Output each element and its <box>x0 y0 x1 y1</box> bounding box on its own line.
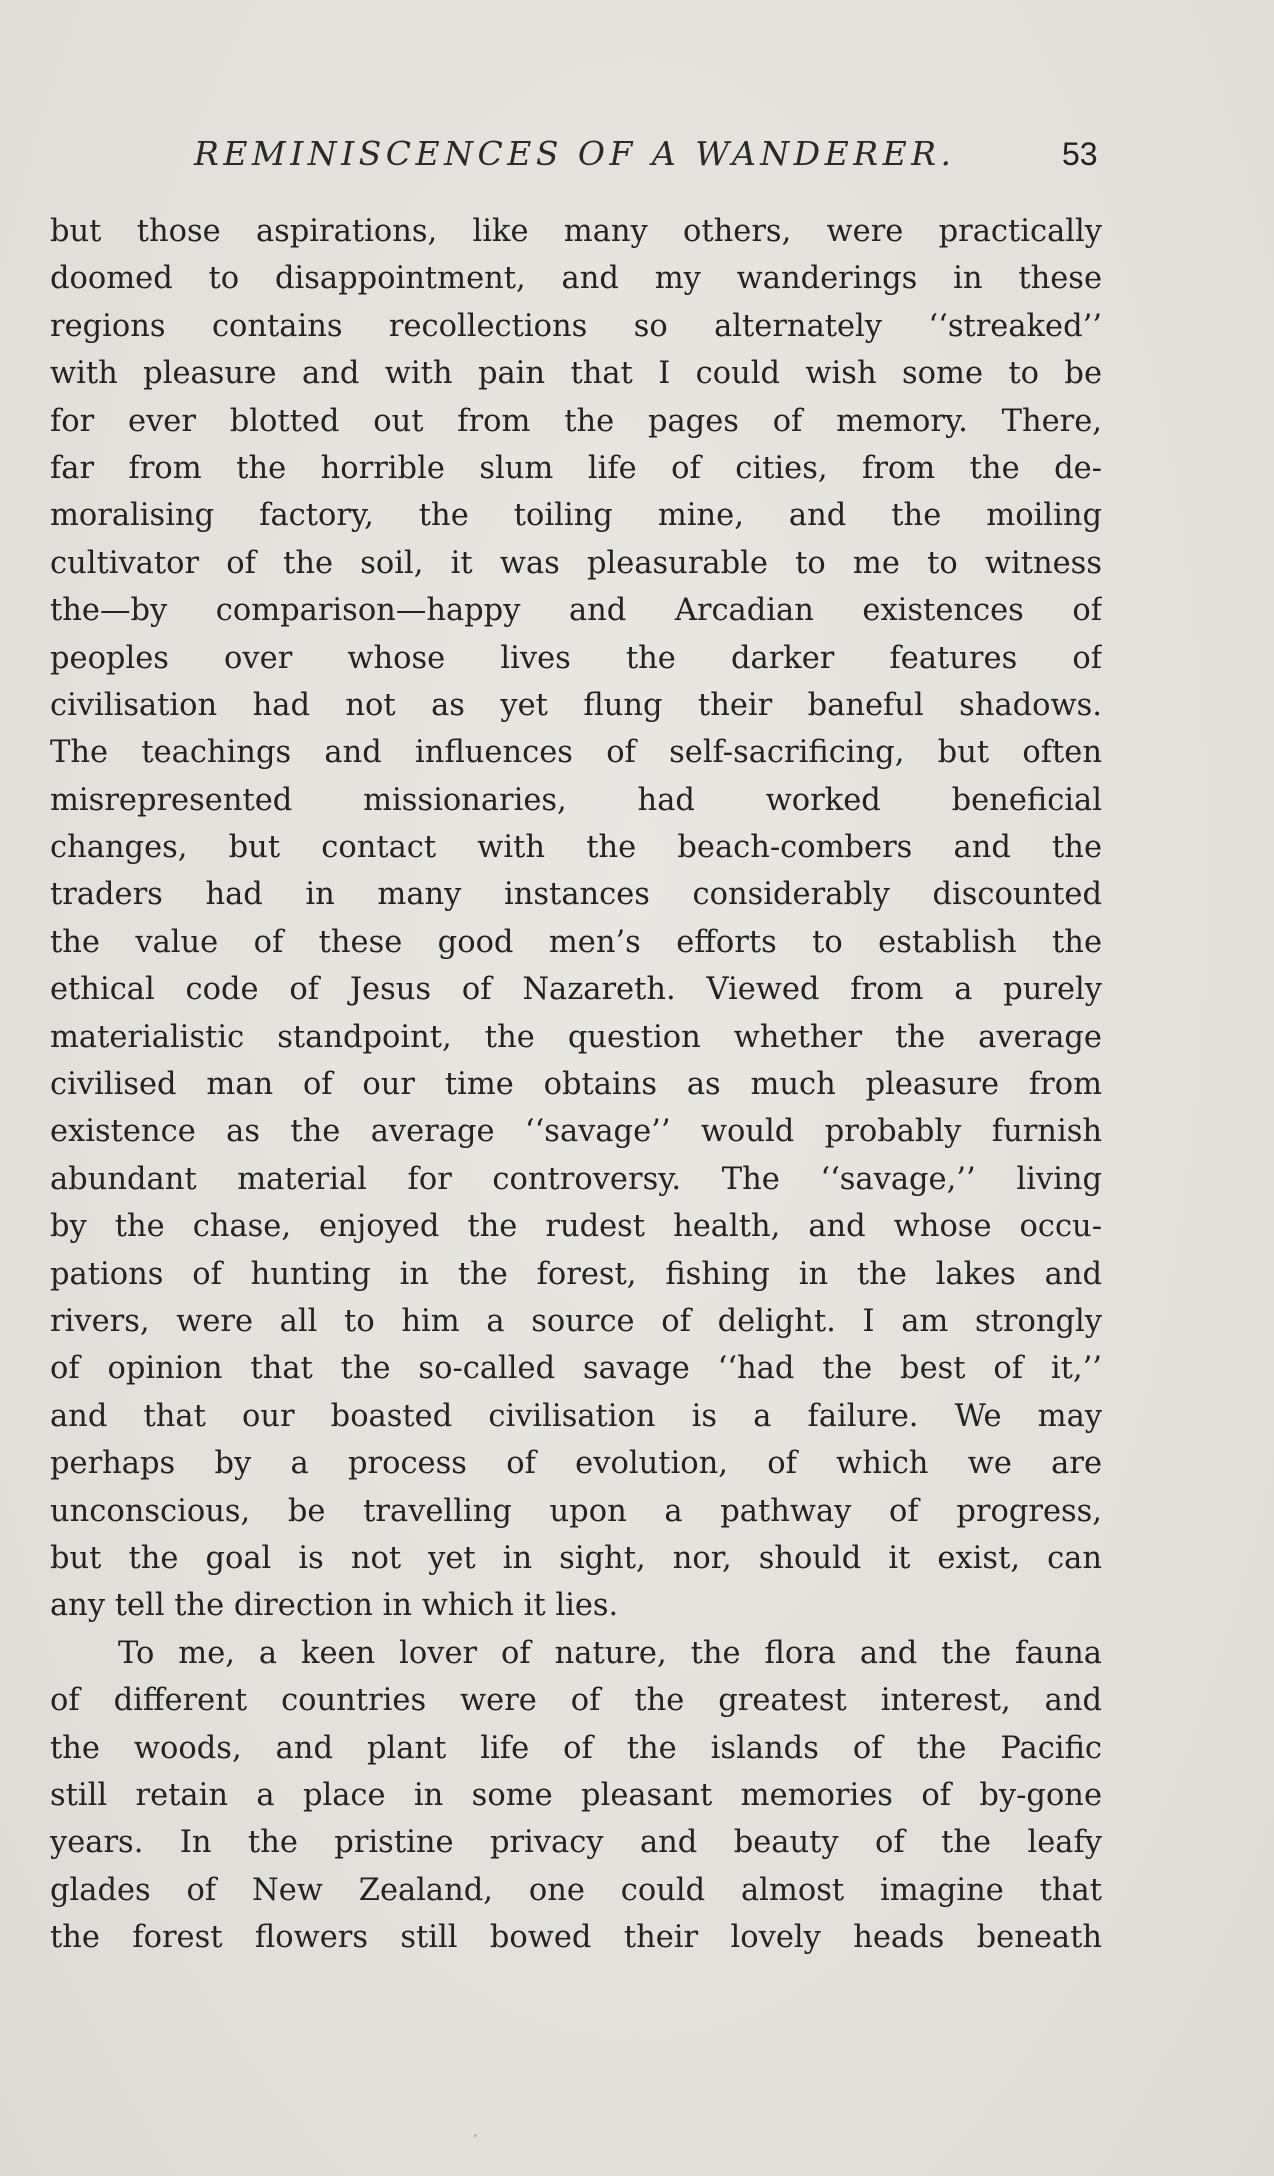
paragraph-end-line: any tell the direction in which it lies. <box>50 1588 619 1624</box>
text-line: perhaps by a process of evolution, of which we are <box>50 1446 1102 1482</box>
page-header <box>0 134 1274 180</box>
paper-speck <box>474 2134 477 2137</box>
text-line: pations of hunting in the forest, fishing in the lakes and <box>50 1256 1102 1292</box>
text-line: existence as the average ‘‘savage’’ would probably furnish <box>50 1114 1102 1150</box>
text-line: unconscious, be travelling upon a pathway of progress, <box>50 1493 1102 1529</box>
text-line: but the goal is not yet in sight, nor, should it exist, can <box>50 1540 1102 1576</box>
text-line: of opinion that the so-called savage ‘‘had the best of it,’’ <box>50 1351 1102 1387</box>
text-line: the value of these good men’s efforts to establish the <box>50 924 1102 960</box>
text-line: materialistic standpoint, the question whether the average <box>50 1019 1102 1055</box>
text-line: rivers, were all to him a source of delight. I am strongly <box>50 1303 1102 1339</box>
text-line: years. In the pristine privacy and beauty of the leafy <box>50 1825 1102 1861</box>
text-line: changes, but contact with the beach-combers and the <box>50 830 1102 866</box>
text-line: cultivator of the soil, it was pleasurable to me to witness <box>50 545 1102 581</box>
text-line: the—by comparison—happy and Arcadian existences of <box>50 593 1102 629</box>
text-line: regions contains recollections so alternately ‘‘streaked’’ <box>50 308 1102 344</box>
text-line: by the chase, enjoyed the rudest health, and whose occu- <box>50 1209 1102 1245</box>
text-line: the woods, and plant life of the islands of the Pacific <box>50 1730 1102 1766</box>
text-line: for ever blotted out from the pages of memory. There, <box>50 403 1102 439</box>
text-line: peoples over whose lives the darker features of <box>50 640 1102 676</box>
text-line: and that our boasted civilisation is a failure. We may <box>50 1398 1102 1434</box>
text-line: ethical code of Jesus of Nazareth. Viewed from a purely <box>50 972 1102 1008</box>
text-line: still retain a place in some pleasant memories of by-gone <box>50 1777 1102 1813</box>
text-line: far from the horrible slum life of cities, from the de- <box>50 450 1102 486</box>
text-line: doomed to disappointment, and my wanderings in these <box>50 261 1102 297</box>
text-line: the forest flowers still bowed their lovely heads beneath <box>50 1920 1102 1956</box>
text-line: The teachings and influences of self-sacrificing, but often <box>50 735 1102 771</box>
text-line: with pleasure and with pain that I could wish some to be <box>50 356 1102 392</box>
page-number: 53 <box>1062 136 1098 172</box>
text-line: but those aspirations, like many others, were practically <box>50 214 1102 249</box>
text-line: of different countries were of the greatest interest, and <box>50 1683 1102 1719</box>
text-line: civilised man of our time obtains as much pleasure from <box>50 1067 1102 1103</box>
text-line: traders had in many instances considerably discounted <box>50 877 1102 913</box>
text-line: abundant material for controversy. The ‘‘savage,’’ living <box>50 1161 1102 1197</box>
text-line: civilisation had not as yet flung their baneful shadows. <box>50 687 1102 723</box>
text-line: moralising factory, the toiling mine, and the moiling <box>50 498 1102 534</box>
body-text <box>50 208 1102 1961</box>
text-line: glades of New Zealand, one could almost imagine that <box>50 1872 1102 1908</box>
text-line: misrepresented missionaries, had worked beneficial <box>50 782 1102 818</box>
paragraph-start-line: To me, a keen lover of nature, the flora and the fauna <box>118 1635 1102 1671</box>
running-title: REMINISCENCES OF A WANDERER. <box>194 134 956 173</box>
